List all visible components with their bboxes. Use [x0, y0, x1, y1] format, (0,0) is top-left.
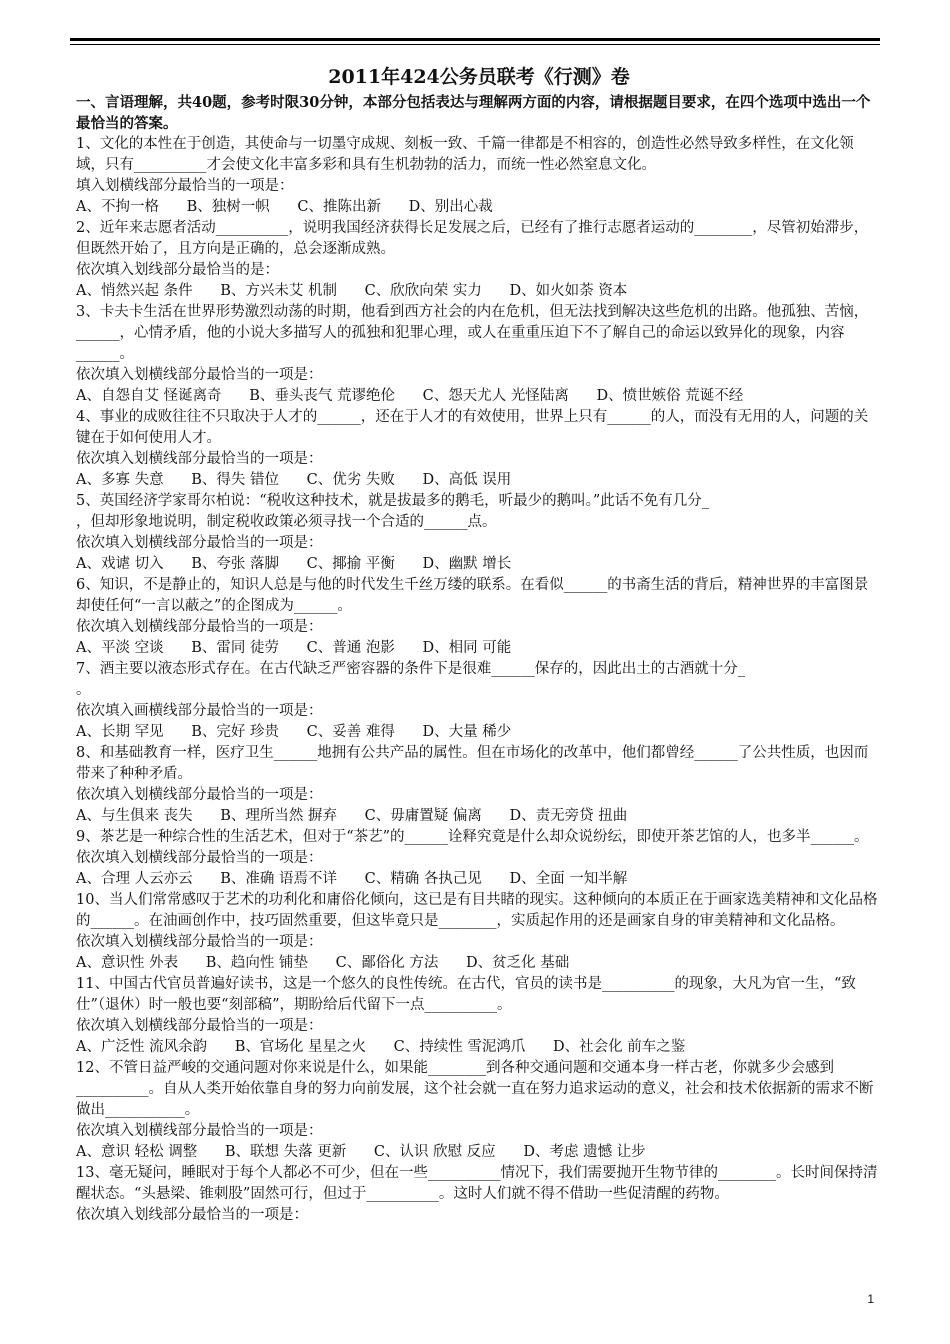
question-options: A、平淡 空谈 B、雷同 徒劳 C、普通 泡影 D、相同 可能	[76, 640, 512, 656]
question-options: A、不拘一格 B、独树一帜 C、推陈出新 D、别出心裁	[76, 199, 493, 215]
question-prompt: 依次填入划横线部分最恰当的一项是：	[76, 1123, 323, 1139]
question-prompt: 依次填入划横线部分最恰当的一项是：	[76, 850, 323, 866]
question-prompt: 依次填入划线部分最恰当的是：	[76, 262, 279, 278]
question-text: 3、卡夫卡生活在世界形势激烈动荡的时期，他看到西方社会的内在危机，但无法找到解决这些危机的出路。他孤独、苦恼，______，心情矛盾，他的小说大多描写人的孤独和犯罪心理，或人在重重压迫下不了解自己的命运以致异化的现象，内容______。	[76, 304, 869, 362]
question-prompt: 依次填入划横线部分最恰当的一项是：	[76, 934, 323, 950]
question-item	[76, 743, 882, 827]
question-prompt: 依次填入划横线部分最恰当的一项是：	[76, 535, 323, 551]
question-text: 8、和基础教育一样，医疗卫生______地拥有公共产品的属性。但在市场化的改革中，他们都曾经______了公共性质，也因而带来了种种矛盾。	[76, 745, 869, 782]
question-text: 10、当人们常常感叹于艺术的功利化和庸俗化倾向，这已是有目共睹的现实。这种倾向的本质正在于画家选美精神和文化品格的______。在油画创作中，技巧固然重要，但这毕竟只是________，实质起作用的还是画家自身的审美精神和文化品格。	[76, 892, 878, 929]
question-text: 7、酒主要以液态形式存在。在古代缺乏严密容器的条件下是很难______保存的，因此出土的古酒就十分_	[76, 661, 745, 677]
question-list	[76, 134, 882, 1226]
question-item	[76, 974, 882, 1058]
question-text: 11、中国古代官员普遍好读书，这是一个悠久的良性传统。在古代，官员的读书是__________的现象，大凡为官一生，“致仕”（退休）时一般也要“刻部稿”，期盼给后代留下一点__________。	[76, 976, 856, 1013]
document-body	[76, 64, 882, 1226]
question-item	[76, 218, 882, 302]
question-text: 2、近年来志愿者活动__________，说明我国经济获得长足发展之后，已经有了推行志愿者运动的________，尽管初始滞步，但既然开始了，且方向是正确的，总会逐渐成熟。	[76, 220, 869, 257]
question-options: A、意识性 外表 B、趋向性 铺垫 C、鄙俗化 方法 D、贫乏化 基础	[76, 955, 570, 971]
question-item	[76, 1163, 882, 1226]
question-item	[76, 491, 882, 575]
question-prompt: 依次填入划横线部分最恰当的一项是：	[76, 451, 323, 467]
question-item	[76, 407, 882, 491]
question-prompt: 填入划横线部分最恰当的一项是：	[76, 178, 294, 194]
document-title: 2011年424公务员联考《行测》卷	[328, 66, 630, 88]
question-prompt: 依次填入划横线部分最恰当的一项是：	[76, 787, 323, 803]
question-item	[76, 134, 882, 218]
question-options: A、多寡 失意 B、得失 错位 C、优劣 失败 D、高低 误用	[76, 472, 512, 488]
question-text: 1、文化的本性在于创造，其使命与一切墨守成规、刻板一致、千篇一律都是不相容的，创造性必然导致多样性，在文化领域，只有__________才会使文化丰富多彩和具有生机勃勃的活力，而统一性必然窒息文化。	[76, 136, 854, 173]
header-rule-thin	[70, 44, 880, 45]
question-text: 12、不管日益严峻的交通问题对你来说是什么，如果能________到各种交通问题和交通本身一样古老，你就多少会感到__________。自从人类开始依靠自身的努力向前发展，这个社会就一直在努力追求运动的意义，社会和技术依据新的需求不断做出___________。	[76, 1060, 874, 1118]
question-text: 5、英国经济学家哥尔柏说：“税收这种技术，就是拔最多的鹅毛，听最少的鹅叫。”此话不免有几分_	[76, 493, 710, 509]
question-options: A、自怨自艾 怪诞离奇 B、垂头丧气 荒谬绝伦 C、怨天尤人 光怪陆离 D、愤世嫉俗 荒诞不经	[76, 388, 744, 404]
question-options: A、意识 轻松 调整 B、联想 失落 更新 C、认识 欣慰 反应 D、考虑 遗憾 让步	[76, 1144, 646, 1160]
question-options: A、长期 罕见 B、完好 珍贵 C、妥善 难得 D、大量 稀少	[76, 724, 512, 740]
question-text: 9、茶艺是一种综合性的生活艺术，但对于“茶艺”的______诠释究竟是什么却众说纷纭，即使开茶艺馆的人，也多半______。	[76, 829, 869, 845]
question-item	[76, 890, 882, 974]
question-item	[76, 575, 882, 659]
question-text: 。	[76, 682, 91, 698]
question-item	[76, 1058, 882, 1163]
question-options: A、合理 人云亦云 B、准确 语焉不详 C、精确 各执己见 D、全面 一知半解	[76, 871, 628, 887]
question-text: 6、知识，不是静止的，知识人总是与他的时代发生千丝万缕的联系。在看似______的书斋生活的背后，精神世界的丰富图景却使任何“一言以蔽之”的企图成为______。	[76, 577, 869, 614]
question-options: A、戏谑 切入 B、夸张 落脚 C、揶揄 平衡 D、幽默 增长	[76, 556, 512, 572]
question-options: A、与生俱来 丧失 B、理所当然 摒弃 C、毋庸置疑 偏离 D、责无旁贷 扭曲	[76, 808, 628, 824]
question-prompt: 依次填入划横线部分最恰当的一项是：	[76, 1018, 323, 1034]
question-prompt: 依次填入划横线部分最恰当的一项是：	[76, 367, 323, 383]
question-prompt: 依次填入划横线部分最恰当的一项是：	[76, 619, 323, 635]
question-item	[76, 827, 882, 890]
question-text: 4、事业的成败往往不只取决于人才的______，还在于人才的有效使用，世界上只有______的人，而没有无用的人，问题的关键在于如何使用人才。	[76, 409, 869, 446]
question-options: A、广泛性 流风余韵 B、官场化 星星之火 C、持续性 雪泥鸿爪 D、社会化 前车之鉴	[76, 1039, 686, 1055]
question-prompt: 依次填入画横线部分最恰当的一项是：	[76, 703, 323, 719]
question-options: A、悄然兴起 条件 B、方兴未艾 机制 C、欣欣向荣 实力 D、如火如荼 资本	[76, 283, 628, 299]
question-prompt: 依次填入划线部分最恰当的一项是：	[76, 1207, 308, 1223]
question-text: 13、毫无疑问，睡眠对于每个人都必不可少，但在一些__________情况下，我们需要抛开生物节律的________。长时间保持清醒状态。“头悬梁、锥刺股”固然可行，但过于__________。这时人们就不得不借助一些促清醒的药物。	[76, 1165, 878, 1202]
question-item	[76, 659, 882, 743]
question-item	[76, 302, 882, 407]
page-number: 1	[867, 1292, 874, 1306]
question-text: ，但却形象地说明，制定税收政策必须寻找一个合适的______点。	[76, 514, 497, 530]
section-heading: 一、言语理解，共40题，参考时限30分钟，本部分包括表达与理解两方面的内容，请根据题目要求，在四个选项中选出一个最恰当的答案。	[76, 94, 871, 132]
header-rule-thick	[70, 38, 880, 41]
